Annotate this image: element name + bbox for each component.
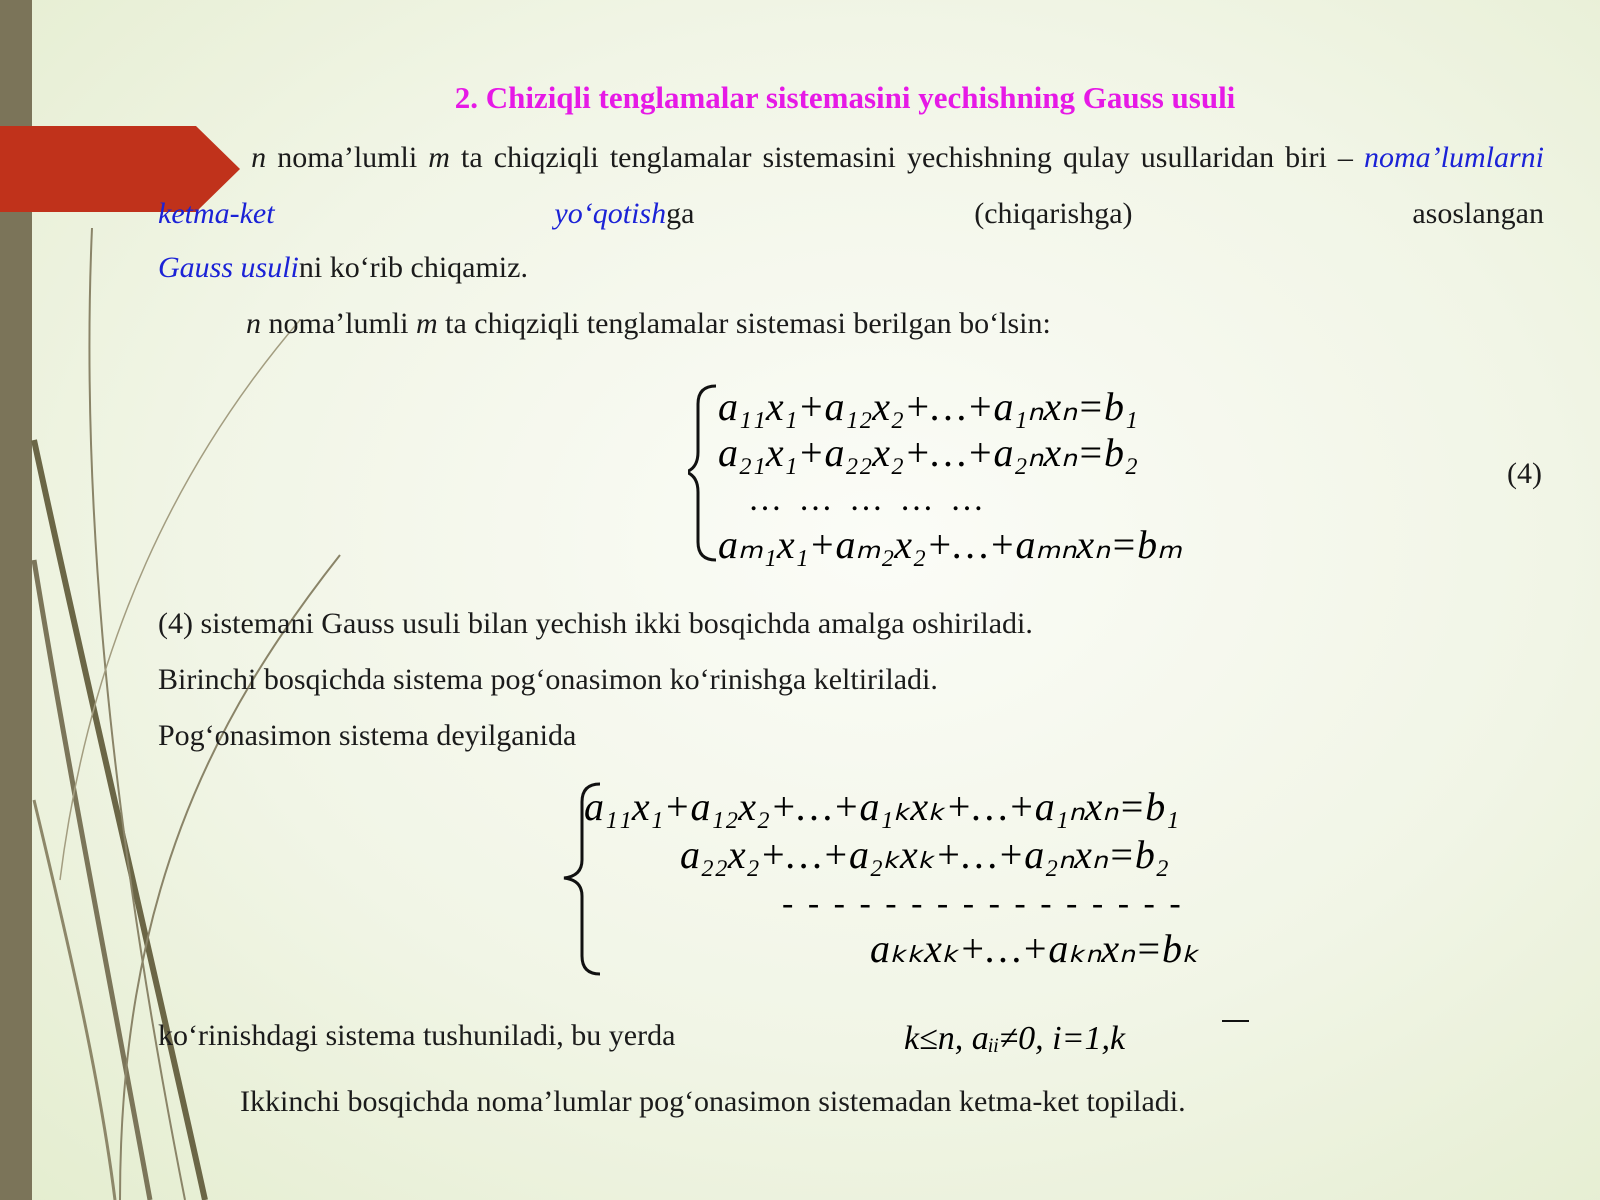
equation-number: (4) (1507, 457, 1542, 490)
gauss-method-term: Gauss usuli (158, 251, 299, 284)
svg-text:a₁₁x₁+a₁₂x₂+…+a₁ₖxₖ+…+a₁ₙxₙ=b₁: a₁₁x₁+a₁₂x₂+…+a₁ₖxₖ+…+a₁ₙxₙ=b₁ (584, 784, 1180, 829)
given-system-paragraph: n noma’lumli m ta chiqziqli tenglamalar sistemasi berilgan bo‘lsin: (246, 307, 1051, 340)
condition-formula (904, 1015, 1254, 1065)
echelon-system-formula (560, 780, 1250, 976)
svg-text:- - - - - - - - - - - - - - -: - - - - - - - - - - - - - - - - (782, 885, 1184, 922)
svg-text:k≤n, aᵢᵢ≠0, i=1,k: k≤n, aᵢᵢ≠0, i=1,k (904, 1020, 1126, 1057)
svg-text:a₂₂x₂+…+a₂ₖxₖ+…+a₂ₙxₙ=b₂: a₂₂x₂+…+a₂ₖxₖ+…+a₂ₙxₙ=b₂ (680, 832, 1169, 877)
second-stage-text: Ikkinchi bosqichda noma’lumlar pog‘onasimon sistemadan ketma-ket topiladi. (240, 1085, 1186, 1118)
echelon-explanation: ko‘rinishdagi sistema tushuniladi, bu yerda (158, 1019, 676, 1052)
var-n: n (251, 141, 267, 174)
svg-text:aₘ₁x₁+aₘ₂x₂+…+aₘₙxₙ=bₘ: aₘ₁x₁+aₘ₂x₂+…+aₘₙxₙ=bₘ (718, 522, 1182, 567)
intro-paragraph: n noma’lumli m ta chiqziqli tenglamalar sistemasini yechishning qulay usullaridan biri – noma’lumlarni ketma-ket yo‘qotishga (chiqarishga) asoslangan (158, 141, 1545, 230)
highlighted-term: noma’lumlarni ketma-ket yo‘qotish (158, 141, 1545, 230)
svg-text:… … … … …: … … … … … (748, 481, 988, 518)
svg-text:aₖₖxₖ+…+aₖₙxₙ=bₖ: aₖₖxₖ+…+aₖₙxₙ=bₖ (870, 926, 1200, 971)
svg-text:a₁₁x₁+a₁₂x₂+…+a₁ₙxₙ=b₁: a₁₁x₁+a₁₂x₂+…+a₁ₙxₙ=b₁ (718, 384, 1138, 429)
method-description: (4) sistemani Gauss usuli bilan yechish ikki bosqichda amalga oshiriladi. Birinchi bosqichda sistema pog‘onasimon ko‘rinishga keltiriladi. Pog‘onasimon sistema deyilganida (158, 607, 1033, 752)
var-m: m (428, 141, 450, 174)
linear-system-formula (688, 380, 1208, 570)
intro-paragraph-end: Gauss usulini ko‘rib chiqamiz. (158, 251, 528, 284)
page-title: 2. Chiziqli tenglamalar sistemasini yechishning Gauss usuli (454, 80, 1236, 115)
svg-text:a₂₁x₁+a₂₂x₂+…+a₂ₙxₙ=b₂: a₂₁x₁+a₂₂x₂+…+a₂ₙxₙ=b₂ (718, 430, 1138, 475)
